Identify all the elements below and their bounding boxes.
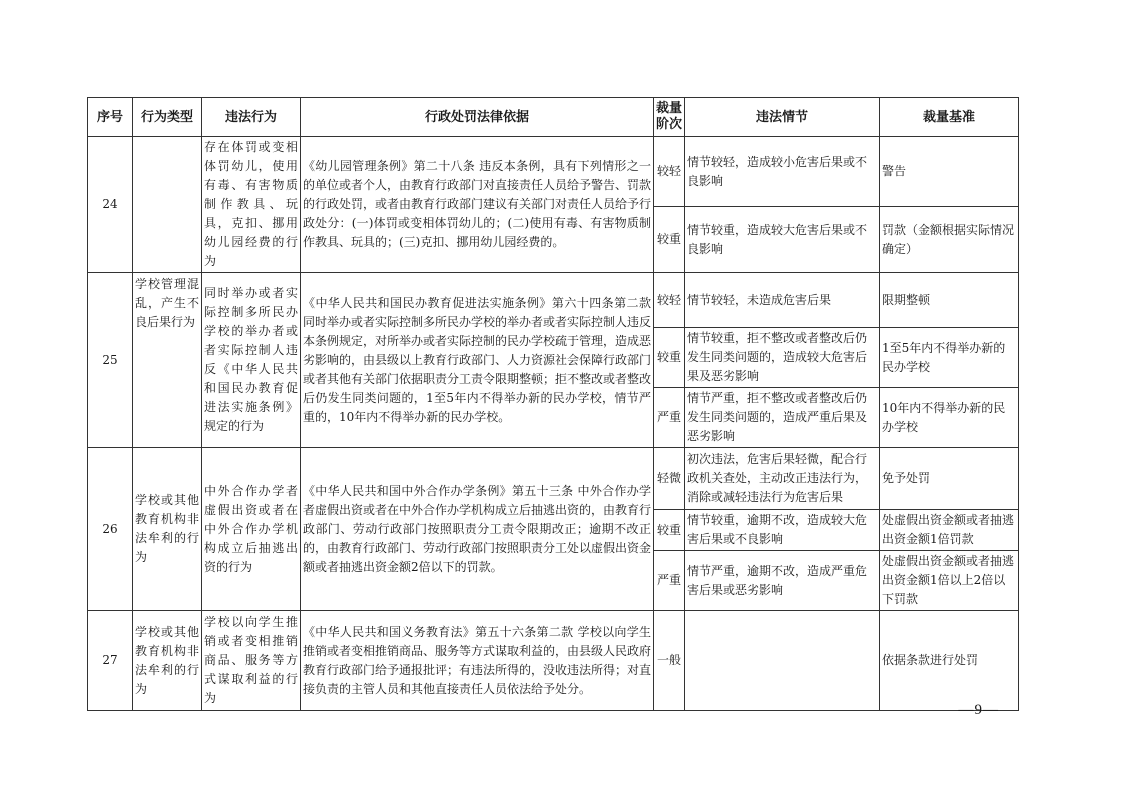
table-row — [88, 137, 1019, 207]
row-standard: 10年内不得举办新的民办学校 — [880, 388, 1019, 448]
row-circumstance: 初次违法，危害后果轻微，配合行政机关查处，主动改正违法行为，消除或减轻违法行为危害后果 — [685, 448, 880, 510]
row-seq: 25 — [88, 273, 133, 448]
row-circumstance: 情节较轻，未造成危害后果 — [685, 273, 880, 328]
row-standard: 处虚假出资金额或者抽逃出资金额1倍罚款 — [880, 510, 1019, 551]
header-level: 裁量阶次 — [654, 98, 685, 137]
row-illegal: 学校以向学生推销或者变相推销商品、服务等方式谋取利益的行为 — [202, 611, 301, 711]
row-circumstance: 情节严重，逾期不改，造成严重危害后果或恶劣影响 — [685, 551, 880, 611]
table-row — [88, 448, 1019, 510]
row-standard: 1至5年内不得举办新的民办学校 — [880, 328, 1019, 388]
row-level: 一般 — [654, 611, 685, 711]
row-level: 较重 — [654, 510, 685, 551]
row-basis: 《中华人民共和国中外合作办学条例》第五十三条 中外合作办学者虚假出资或者在中外合作办学机构成立后抽逃出资的，由教育行政部门、劳动行政部门按照职责分工责令限期改正；逾期不改正的，由教育行政部门、劳动行政部门按照职责分工处以虚假出资金额或者抽逃出资金额2倍以下的罚款。 — [301, 448, 654, 611]
row-illegal: 中外合作办学者虚假出资或者在中外合作办学机构成立后抽逃出资的行为 — [202, 448, 301, 611]
row-standard: 免予处罚 — [880, 448, 1019, 510]
row-basis: 《中华人民共和国民办教育促进法实施条例》第六十四条第二款 同时举办或者实际控制多所民办学校的举办者或者实际控制人违反本条例规定，对所举办或者实际控制的民办学校疏于管理，造成恶劣影响的，由县级以上教育行政部门、人力资源社会保障行政部门或者其他有关部门依据职责分工责令限期整顿；拒不整改或者整改后仍发生同类问题的，1至5年内不得举办新的民办学校，情节严重的，10年内不得举办新的民办学校。 — [301, 273, 654, 448]
header-illegal: 违法行为 — [202, 98, 301, 137]
row-circumstance: 情节较轻，造成较小危害后果或不良影响 — [685, 137, 880, 207]
row-circumstance: 情节较重，造成较大危害后果或不良影响 — [685, 207, 880, 273]
row-level: 较重 — [654, 328, 685, 388]
row-circumstance: 情节较重，拒不整改或者整改后仍发生同类问题的，造成较大危害后果及恶劣影响 — [685, 328, 880, 388]
row-type: 学校管理混乱，产生不良后果行为 — [133, 273, 202, 448]
row-circumstance — [685, 611, 880, 711]
header-seq: 序号 — [88, 98, 133, 137]
row-illegal: 同时举办或者实际控制多所民办学校的举办者或者实际控制人违反《中华人民共和国民办教育促进法实施条例》规定的行为 — [202, 273, 301, 448]
row-type — [133, 137, 202, 273]
row-illegal: 存在体罚或变相体罚幼儿，使用有毒、有害物质制作教具、玩具，克扣、挪用幼儿园经费的行为 — [202, 137, 301, 273]
row-circumstance: 情节较重，逾期不改，造成较大危害后果或不良影响 — [685, 510, 880, 551]
row-standard: 限期整顿 — [880, 273, 1019, 328]
row-level: 较轻 — [654, 273, 685, 328]
header-basis: 行政处罚法律依据 — [301, 98, 654, 137]
page-number: —9— — [958, 702, 999, 718]
row-level: 严重 — [654, 388, 685, 448]
row-standard: 处虚假出资金额或者抽逃出资金额1倍以上2倍以下罚款 — [880, 551, 1019, 611]
row-seq: 26 — [88, 448, 133, 611]
row-type: 学校或其他教育机构非法牟利的行为 — [133, 611, 202, 711]
table-row — [88, 273, 1019, 328]
header-type: 行为类型 — [133, 98, 202, 137]
row-seq: 27 — [88, 611, 133, 711]
row-standard: 警告 — [880, 137, 1019, 207]
row-standard: 罚款（金额根据实际情况确定） — [880, 207, 1019, 273]
header-circumstance: 违法情节 — [685, 98, 880, 137]
row-circumstance: 情节严重，拒不整改或者整改后仍发生同类问题的，造成严重后果及恶劣影响 — [685, 388, 880, 448]
row-level: 严重 — [654, 551, 685, 611]
row-level: 轻微 — [654, 448, 685, 510]
row-standard: 依据条款进行处罚 — [880, 611, 1019, 711]
row-basis: 《幼儿园管理条例》第二十八条 违反本条例，具有下列情形之一的单位或者个人，由教育行政部门对直接责任人员给予警告、罚款的行政处罚，或者由教育行政部门建议有关部门对责任人员给予行政处分：(一)体罚或变相体罚幼儿的；(二)使用有毒、有害物质制作教具、玩具的；(三)克扣、挪用幼儿园经费的。 — [301, 137, 654, 273]
table-header-row — [88, 98, 1019, 137]
row-level: 较轻 — [654, 137, 685, 207]
header-standard: 裁量基准 — [880, 98, 1019, 137]
penalty-discretion-table — [87, 97, 1019, 711]
row-type: 学校或其他教育机构非法牟利的行为 — [133, 448, 202, 611]
table-row — [88, 611, 1019, 711]
row-basis: 《中华人民共和国义务教育法》第五十六条第二款 学校以向学生推销或者变相推销商品、服务等方式谋取利益的，由县级人民政府教育行政部门给予通报批评；有违法所得的，没收违法所得；对直接负责的主管人员和其他直接责任人员依法给予处分。 — [301, 611, 654, 711]
row-level: 较重 — [654, 207, 685, 273]
row-seq: 24 — [88, 137, 133, 273]
